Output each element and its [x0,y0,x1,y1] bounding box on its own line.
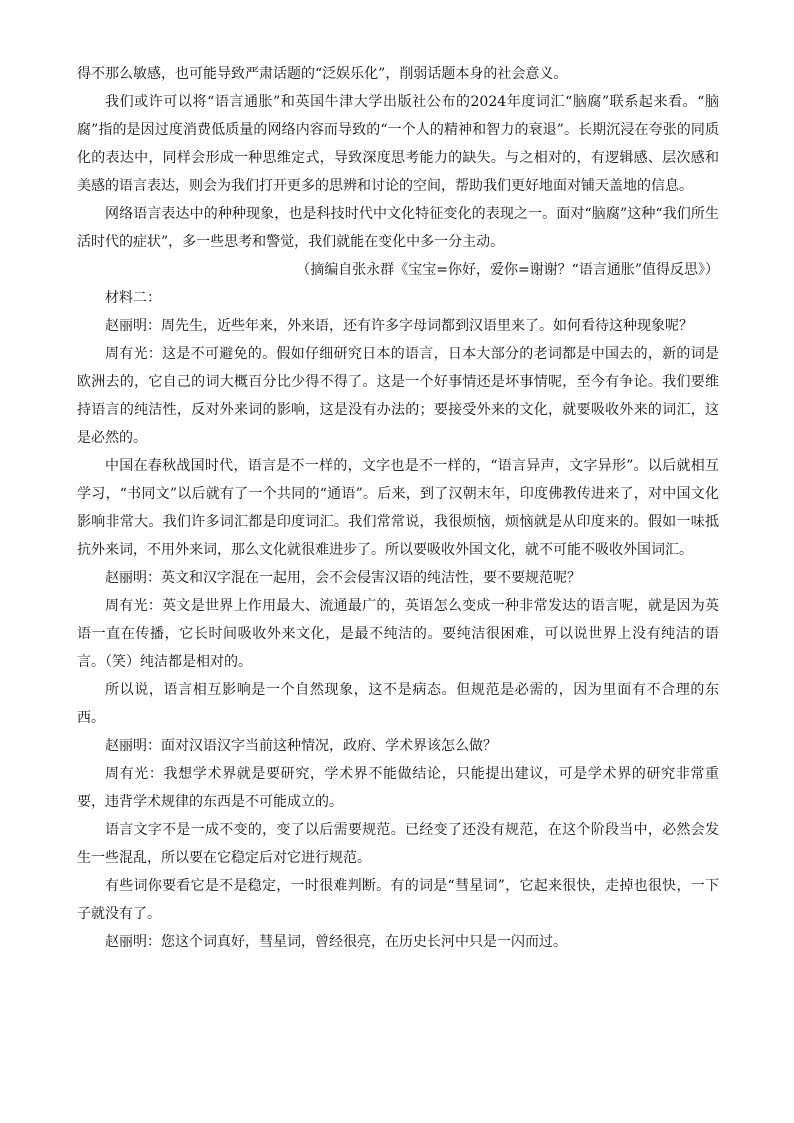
dialogue-zhou-2b: 所以说，语言相互影响是一个自然现象，这不是病态。但规范是必需的，因为里面有不合理的东西。 [77,682,719,726]
paragraph-language-inflation: 我们或许可以将“语言通胀”和英国牛津大学出版社公布的2024年度词汇“脑腐”联系起来看。“脑腐”指的是因过度消费低质量的网络内容而导致的“一个人的精神和智力的衰退”。长期沉浸在夸张的同质化的表达中，同样会形成一种思维定式，导致深度思考能力的缺失。与之相对的，有逻辑感、层次感和美感的语言表达，则会为我们打开更多的思辨和讨论的空间，帮助我们更好地面对铺天盖地的信息。 [77,94,719,194]
dialogue-zhou-3b: 语言文字不是一成不变的，变了以后需要规范。已经变了还没有规范，在这个阶段当中，必然会发生一些混乱，所以要在它稳定后对它进行规范。 [77,822,719,866]
material-two-heading: 材料二： [105,290,161,306]
dialogue-zhao-1: 赵丽明：周先生，近些年来，外来语，还有许多字母词都到汉语里来了。如何看待这种现象呢？ [105,318,693,334]
dialogue-zhou-3: 周有光：我想学术界就是要研究，学术界不能做结论，只能提出建议，可是学术界的研究非常重要，违背学术规律的东西是不可能成立的。 [77,766,719,810]
paragraph-tech-era: 网络语言表达中的种种现象，也是科技时代中文化特征变化的表现之一。面对“脑腐”这种“我们所生活时代的症状”，多一些思考和警觉，我们就能在变化中多一分主动。 [77,206,719,250]
dialogue-zhao-4: 赵丽明：您这个词真好，彗星词，曾经很亮，在历史长河中只是一闪而过。 [105,934,567,950]
document-page [77,60,719,956]
dialogue-zhou-1: 周有光：这是不可避免的。假如仔细研究日本的语言，日本大部分的老词都是中国去的，新的词是欧洲去的，它自己的词大概百分比少得不得了。这是一个好事情还是坏事情呢，至今有争论。我们要维持语言的纯洁性，反对外来词的影响，这是没有办法的；要接受外来的文化，就要吸收外来的词汇，这是必然的。 [77,346,719,446]
dialogue-zhou-2: 周有光：英文是世界上作用最大、流通最广的，英语怎么变成一种非常发达的语言呢，就是因为英语一直在传播，它长时间吸收外来文化，是最不纯洁的。要纯洁很困难，可以说世界上没有纯洁的语言。（笑）纯洁都是相对的。 [77,598,719,670]
dialogue-zhao-2: 赵丽明：英文和汉字混在一起用，会不会侵害汉语的纯洁性，要不要规范呢？ [105,570,581,586]
source-citation: （摘编自张永群《宝宝=你好，爱你=谢谢？“语言通胀”值得反思》） [296,262,719,278]
dialogue-zhou-1b: 中国在春秋战国时代，语言是不一样的，文字也是不一样的，“语言异声，文字异形”。以后就相互学习，“书同文”以后就有了一个共同的“通语”。后来，到了汉朝末年，印度佛教传进来了，对中国文化影响非常大。我们许多词汇都是印度词汇。我们常常说，我很烦恼，烦恼就是从印度来的。假如一味抵抗外来词，不用外来词，那么文化就很难进步了。所以要吸收外国文化，就不可能不吸收外国词汇。 [77,458,719,558]
dialogue-zhou-3c: 有些词你要看它是不是稳定，一时很难判断。有的词是“彗星词”，它起来很快，走掉也很快，一下子就没有了。 [77,878,719,922]
dialogue-zhao-3: 赵丽明：面对汉语汉字当前这种情况，政府、学术界该怎么做？ [105,738,497,754]
paragraph-continuation: 得不那么敏感，也可能导致严肃话题的“泛娱乐化”，削弱话题本身的社会意义。 [77,66,568,82]
